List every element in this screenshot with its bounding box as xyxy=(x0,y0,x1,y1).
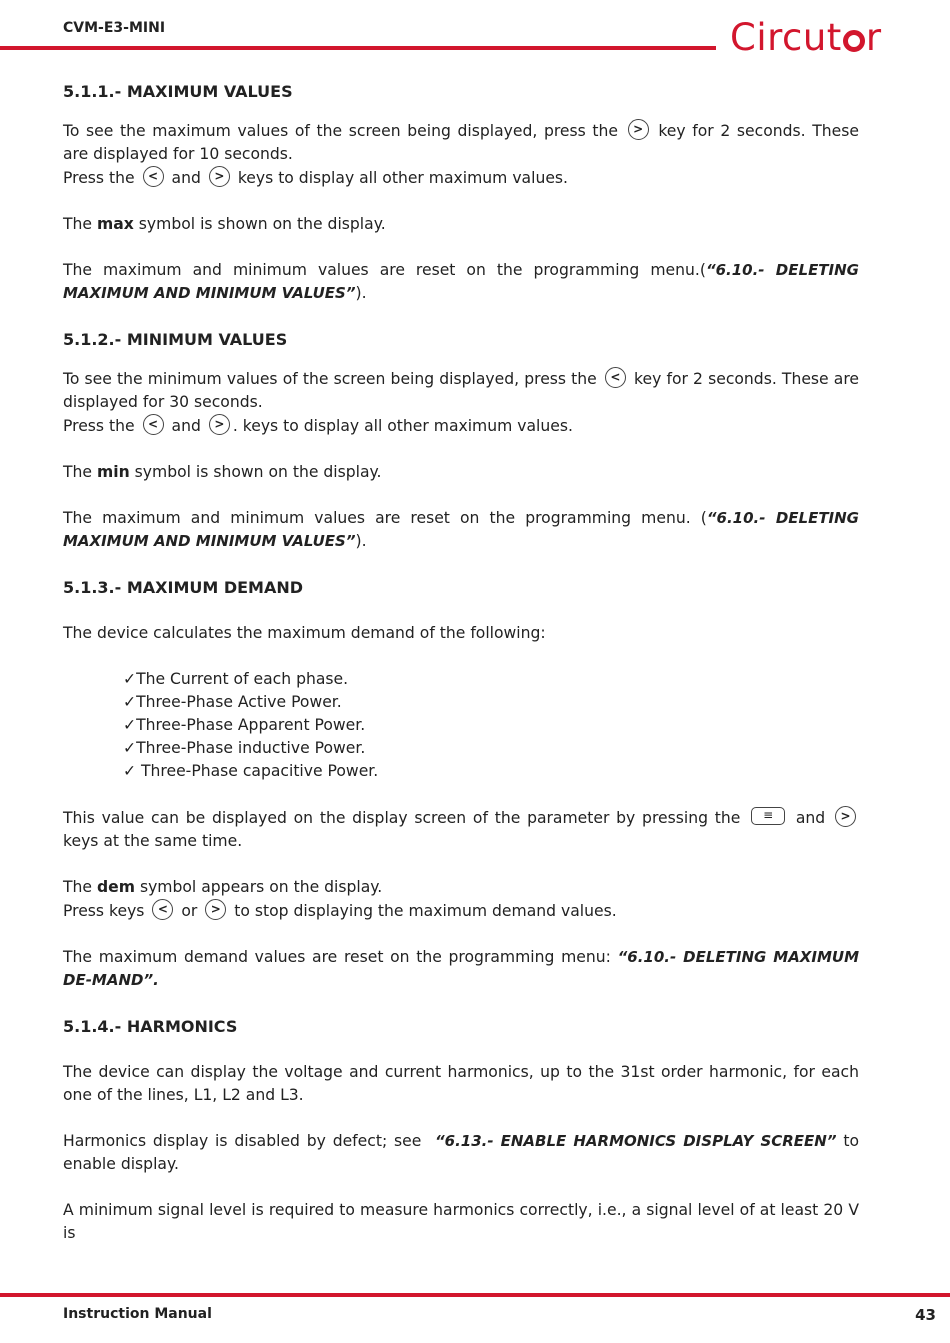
paragraph: The device can display the voltage and current harmonics, up to the 31st order harmonic, for each one of the lines, L1, L2 and L3. xyxy=(63,1063,859,1104)
left-key-icon: < xyxy=(152,899,173,920)
document-header-title: CVM-E3-MINI xyxy=(63,20,166,36)
page-number: 43 xyxy=(915,1306,936,1324)
paragraph: The maximum and minimum values are reset on the programming menu.(“6.10.- DELETING MAXIMUM AND MINIMUM VALUES”). xyxy=(63,261,859,302)
page-content xyxy=(63,80,859,1245)
left-key-icon: < xyxy=(143,166,164,187)
paragraph: The max symbol is shown on the display. xyxy=(63,215,386,233)
right-key-icon: > xyxy=(835,806,856,827)
left-key-icon: < xyxy=(605,367,626,388)
list-item: ✓The Current of each phase. xyxy=(123,670,349,688)
paragraph: The min symbol is shown on the display. xyxy=(63,463,382,481)
paragraph: The dem symbol appears on the display. xyxy=(63,878,383,896)
circutor-logo xyxy=(730,16,882,60)
paragraph: Harmonics display is disabled by defect; see “6.13.- ENABLE HARMONICS DISPLAY SCREEN” to enable display. xyxy=(63,1132,859,1173)
paragraph: The maximum demand values are reset on the programming menu: “6.10.- DELETING MAXIMUM DE-MAND”. xyxy=(63,948,859,989)
cross-reference: “6.10.- DELETING MAXIMUM AND MINIMUM VALUES” xyxy=(63,261,859,302)
paragraph: The device calculates the maximum demand of the following: xyxy=(63,624,546,642)
cross-reference: “6.13.- ENABLE HARMONICS DISPLAY SCREEN” xyxy=(434,1132,837,1150)
paragraph: This value can be displayed on the display screen of the parameter by pressing the ≡ and > keys at the same time. xyxy=(63,806,859,853)
cross-reference: “6.10.- DELETING MAXIMUM AND MINIMUM VALUES” xyxy=(63,509,859,550)
demand-list xyxy=(63,668,859,783)
section-heading-harmonics: 5.1.4.- HARMONICS xyxy=(63,1017,238,1036)
cross-reference: “6.10.- DELETING MAXIMUM DE-MAND”. xyxy=(63,948,859,989)
header-rule xyxy=(0,46,716,50)
paragraph: Press keys < or > to stop displaying the maximum demand values. xyxy=(63,899,859,923)
list-item: ✓Three-Phase Active Power. xyxy=(123,693,342,711)
section-heading-max-values: 5.1.1.- MAXIMUM VALUES xyxy=(63,82,293,101)
section-heading-min-values: 5.1.2.- MINIMUM VALUES xyxy=(63,330,288,349)
menu-key-icon: ≡ xyxy=(751,807,785,825)
right-key-icon: > xyxy=(209,414,230,435)
section-heading-max-demand: 5.1.3.- MAXIMUM DEMAND xyxy=(63,578,304,597)
paragraph: To see the minimum values of the screen being displayed, press the < key for 2 seconds. These are displayed for 30 seconds. xyxy=(63,367,859,414)
right-key-icon: > xyxy=(205,899,226,920)
right-key-icon: > xyxy=(209,166,230,187)
logo-ring xyxy=(843,30,865,52)
list-item: ✓ Three-Phase capacitive Power. xyxy=(123,762,379,780)
footer-rule xyxy=(0,1293,950,1297)
footer-manual-title: Instruction Manual xyxy=(63,1306,212,1322)
logo-text-b: r xyxy=(865,16,882,59)
paragraph: A minimum signal level is required to measure harmonics correctly, i.e., a signal level of at least 20 V is xyxy=(63,1201,859,1242)
paragraph: Press the < and > keys to display all other maximum values. xyxy=(63,166,859,190)
paragraph: The maximum and minimum values are reset on the programming menu. (“6.10.- DELETING MAXIMUM AND MINIMUM VALUES”). xyxy=(63,509,859,550)
list-item: ✓Three-Phase inductive Power. xyxy=(123,739,366,757)
list-item: ✓Three-Phase Apparent Power. xyxy=(123,716,366,734)
right-key-icon: > xyxy=(628,119,649,140)
logo-text-a: Circut xyxy=(730,16,842,59)
paragraph: To see the maximum values of the screen being displayed, press the > key for 2 seconds. These are displayed for 10 seconds. xyxy=(63,119,859,166)
paragraph: Press the < and > . keys to display all other maximum values. xyxy=(63,414,859,438)
left-key-icon: < xyxy=(143,414,164,435)
